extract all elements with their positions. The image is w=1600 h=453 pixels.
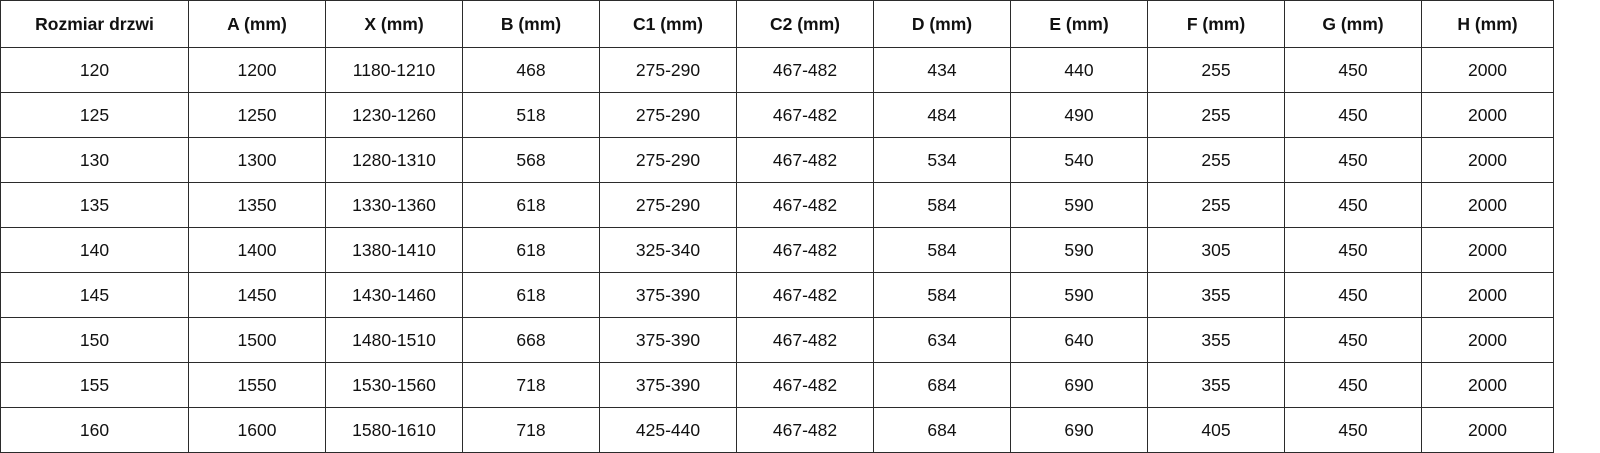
cell-a: 1450 xyxy=(189,273,326,318)
cell-d: 484 xyxy=(874,93,1011,138)
cell-b: 518 xyxy=(463,93,600,138)
cell-a: 1400 xyxy=(189,228,326,273)
column-header-x: X (mm) xyxy=(326,1,463,48)
cell-g: 450 xyxy=(1285,318,1422,363)
cell-h: 2000 xyxy=(1422,138,1554,183)
cell-c2: 467-482 xyxy=(737,228,874,273)
cell-c2: 467-482 xyxy=(737,93,874,138)
cell-e: 490 xyxy=(1011,93,1148,138)
cell-a: 1550 xyxy=(189,363,326,408)
cell-d: 634 xyxy=(874,318,1011,363)
cell-c2: 467-482 xyxy=(737,408,874,453)
table-row xyxy=(1,138,1554,183)
cell-c1: 275-290 xyxy=(600,138,737,183)
table-row xyxy=(1,183,1554,228)
column-header-b: B (mm) xyxy=(463,1,600,48)
cell-h: 2000 xyxy=(1422,318,1554,363)
cell-rozmiar-drzwi: 160 xyxy=(1,408,189,453)
cell-rozmiar-drzwi: 120 xyxy=(1,48,189,93)
column-header-rozmiar-drzwi: Rozmiar drzwi xyxy=(1,1,189,48)
table-body xyxy=(1,48,1554,453)
cell-a: 1350 xyxy=(189,183,326,228)
column-header-g: G (mm) xyxy=(1285,1,1422,48)
cell-c2: 467-482 xyxy=(737,48,874,93)
column-header-h: H (mm) xyxy=(1422,1,1554,48)
cell-rozmiar-drzwi: 125 xyxy=(1,93,189,138)
cell-c1: 375-390 xyxy=(600,363,737,408)
cell-f: 255 xyxy=(1148,93,1285,138)
cell-h: 2000 xyxy=(1422,363,1554,408)
cell-x: 1330-1360 xyxy=(326,183,463,228)
column-header-f: F (mm) xyxy=(1148,1,1285,48)
cell-g: 450 xyxy=(1285,93,1422,138)
cell-e: 440 xyxy=(1011,48,1148,93)
cell-a: 1600 xyxy=(189,408,326,453)
cell-rozmiar-drzwi: 145 xyxy=(1,273,189,318)
cell-c1: 275-290 xyxy=(600,183,737,228)
cell-x: 1480-1510 xyxy=(326,318,463,363)
cell-b: 668 xyxy=(463,318,600,363)
cell-g: 450 xyxy=(1285,48,1422,93)
cell-e: 590 xyxy=(1011,273,1148,318)
cell-f: 255 xyxy=(1148,48,1285,93)
cell-x: 1530-1560 xyxy=(326,363,463,408)
cell-g: 450 xyxy=(1285,183,1422,228)
cell-x: 1380-1410 xyxy=(326,228,463,273)
cell-h: 2000 xyxy=(1422,273,1554,318)
cell-d: 684 xyxy=(874,408,1011,453)
cell-h: 2000 xyxy=(1422,183,1554,228)
cell-d: 584 xyxy=(874,273,1011,318)
cell-x: 1430-1460 xyxy=(326,273,463,318)
cell-rozmiar-drzwi: 135 xyxy=(1,183,189,228)
cell-rozmiar-drzwi: 150 xyxy=(1,318,189,363)
cell-g: 450 xyxy=(1285,273,1422,318)
table-row xyxy=(1,408,1554,453)
cell-e: 540 xyxy=(1011,138,1148,183)
cell-a: 1500 xyxy=(189,318,326,363)
cell-rozmiar-drzwi: 140 xyxy=(1,228,189,273)
cell-f: 305 xyxy=(1148,228,1285,273)
column-header-a: A (mm) xyxy=(189,1,326,48)
table-row xyxy=(1,228,1554,273)
cell-f: 355 xyxy=(1148,273,1285,318)
cell-c2: 467-482 xyxy=(737,318,874,363)
table-header-row xyxy=(1,1,1554,48)
cell-d: 434 xyxy=(874,48,1011,93)
cell-g: 450 xyxy=(1285,228,1422,273)
table-row xyxy=(1,363,1554,408)
cell-b: 468 xyxy=(463,48,600,93)
cell-d: 584 xyxy=(874,183,1011,228)
cell-f: 255 xyxy=(1148,183,1285,228)
cell-h: 2000 xyxy=(1422,93,1554,138)
table-row xyxy=(1,273,1554,318)
cell-c1: 375-390 xyxy=(600,318,737,363)
cell-c2: 467-482 xyxy=(737,363,874,408)
cell-c1: 275-290 xyxy=(600,48,737,93)
cell-c1: 325-340 xyxy=(600,228,737,273)
cell-b: 618 xyxy=(463,183,600,228)
cell-c2: 467-482 xyxy=(737,273,874,318)
cell-f: 355 xyxy=(1148,318,1285,363)
cell-b: 718 xyxy=(463,363,600,408)
cell-a: 1250 xyxy=(189,93,326,138)
cell-c1: 275-290 xyxy=(600,93,737,138)
cell-x: 1280-1310 xyxy=(326,138,463,183)
table-row xyxy=(1,48,1554,93)
cell-a: 1300 xyxy=(189,138,326,183)
cell-rozmiar-drzwi: 155 xyxy=(1,363,189,408)
cell-f: 355 xyxy=(1148,363,1285,408)
cell-x: 1180-1210 xyxy=(326,48,463,93)
cell-c2: 467-482 xyxy=(737,183,874,228)
cell-h: 2000 xyxy=(1422,48,1554,93)
cell-g: 450 xyxy=(1285,408,1422,453)
cell-b: 568 xyxy=(463,138,600,183)
cell-e: 640 xyxy=(1011,318,1148,363)
table-row xyxy=(1,93,1554,138)
column-header-e: E (mm) xyxy=(1011,1,1148,48)
cell-e: 690 xyxy=(1011,408,1148,453)
cell-e: 590 xyxy=(1011,183,1148,228)
cell-d: 684 xyxy=(874,363,1011,408)
cell-g: 450 xyxy=(1285,363,1422,408)
cell-e: 690 xyxy=(1011,363,1148,408)
cell-d: 584 xyxy=(874,228,1011,273)
cell-c2: 467-482 xyxy=(737,138,874,183)
column-header-d: D (mm) xyxy=(874,1,1011,48)
cell-c1: 425-440 xyxy=(600,408,737,453)
cell-rozmiar-drzwi: 130 xyxy=(1,138,189,183)
cell-h: 2000 xyxy=(1422,408,1554,453)
cell-b: 618 xyxy=(463,273,600,318)
cell-x: 1230-1260 xyxy=(326,93,463,138)
cell-b: 718 xyxy=(463,408,600,453)
cell-a: 1200 xyxy=(189,48,326,93)
column-header-c2: C2 (mm) xyxy=(737,1,874,48)
cell-g: 450 xyxy=(1285,138,1422,183)
cell-f: 255 xyxy=(1148,138,1285,183)
cell-x: 1580-1610 xyxy=(326,408,463,453)
table-row xyxy=(1,318,1554,363)
column-header-c1: C1 (mm) xyxy=(600,1,737,48)
cell-f: 405 xyxy=(1148,408,1285,453)
cell-d: 534 xyxy=(874,138,1011,183)
table-header xyxy=(1,1,1554,48)
cell-h: 2000 xyxy=(1422,228,1554,273)
cell-e: 590 xyxy=(1011,228,1148,273)
cell-b: 618 xyxy=(463,228,600,273)
cell-c1: 375-390 xyxy=(600,273,737,318)
